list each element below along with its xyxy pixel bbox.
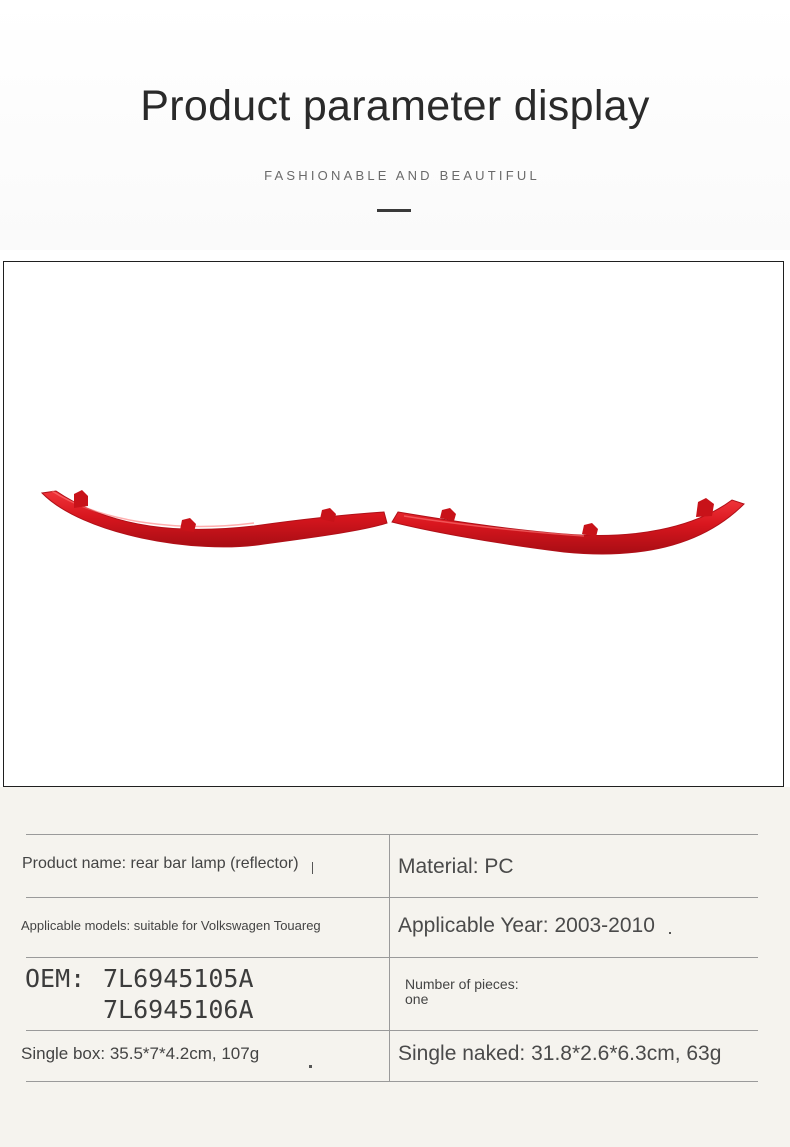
table-rule — [26, 834, 758, 835]
table-rule — [26, 1081, 758, 1082]
left-reflector — [42, 490, 387, 547]
right-reflector — [392, 498, 744, 554]
table-rule — [26, 957, 758, 958]
applicable-models: Applicable models: suitable for Volkswagen Touareg — [21, 918, 321, 933]
oem-number-2: 7L6945106A — [103, 995, 254, 1024]
table-rule — [26, 1030, 758, 1031]
pieces-value: one — [405, 991, 429, 1007]
single-naked: Single naked: 31.8*2.6*6.3cm, 63g — [398, 1042, 722, 1065]
header — [0, 0, 790, 250]
pieces-label: Number of pieces: — [405, 976, 519, 992]
page-title: Product parameter display — [140, 82, 650, 130]
stray-mark — [312, 862, 313, 874]
title-divider — [377, 209, 411, 212]
stray-mark — [669, 932, 671, 934]
product-name: Product name: rear bar lamp (reflector) — [22, 855, 299, 872]
material: Material: PC — [398, 855, 514, 878]
page-subtitle: FASHIONABLE AND BEAUTIFUL — [264, 168, 540, 183]
single-box: Single box: 35.5*7*4.2cm, 107g — [21, 1044, 260, 1063]
applicable-year: Applicable Year: 2003-2010 — [398, 914, 655, 937]
product-photo — [3, 261, 784, 787]
oem-number-1: 7L6945105A — [103, 964, 254, 993]
table-rule — [26, 897, 758, 898]
table-column-divider — [389, 834, 390, 1082]
spec-table — [0, 787, 790, 1147]
oem-label: OEM: — [25, 964, 86, 993]
reflector-illustration — [4, 262, 783, 786]
stray-mark — [309, 1065, 312, 1068]
